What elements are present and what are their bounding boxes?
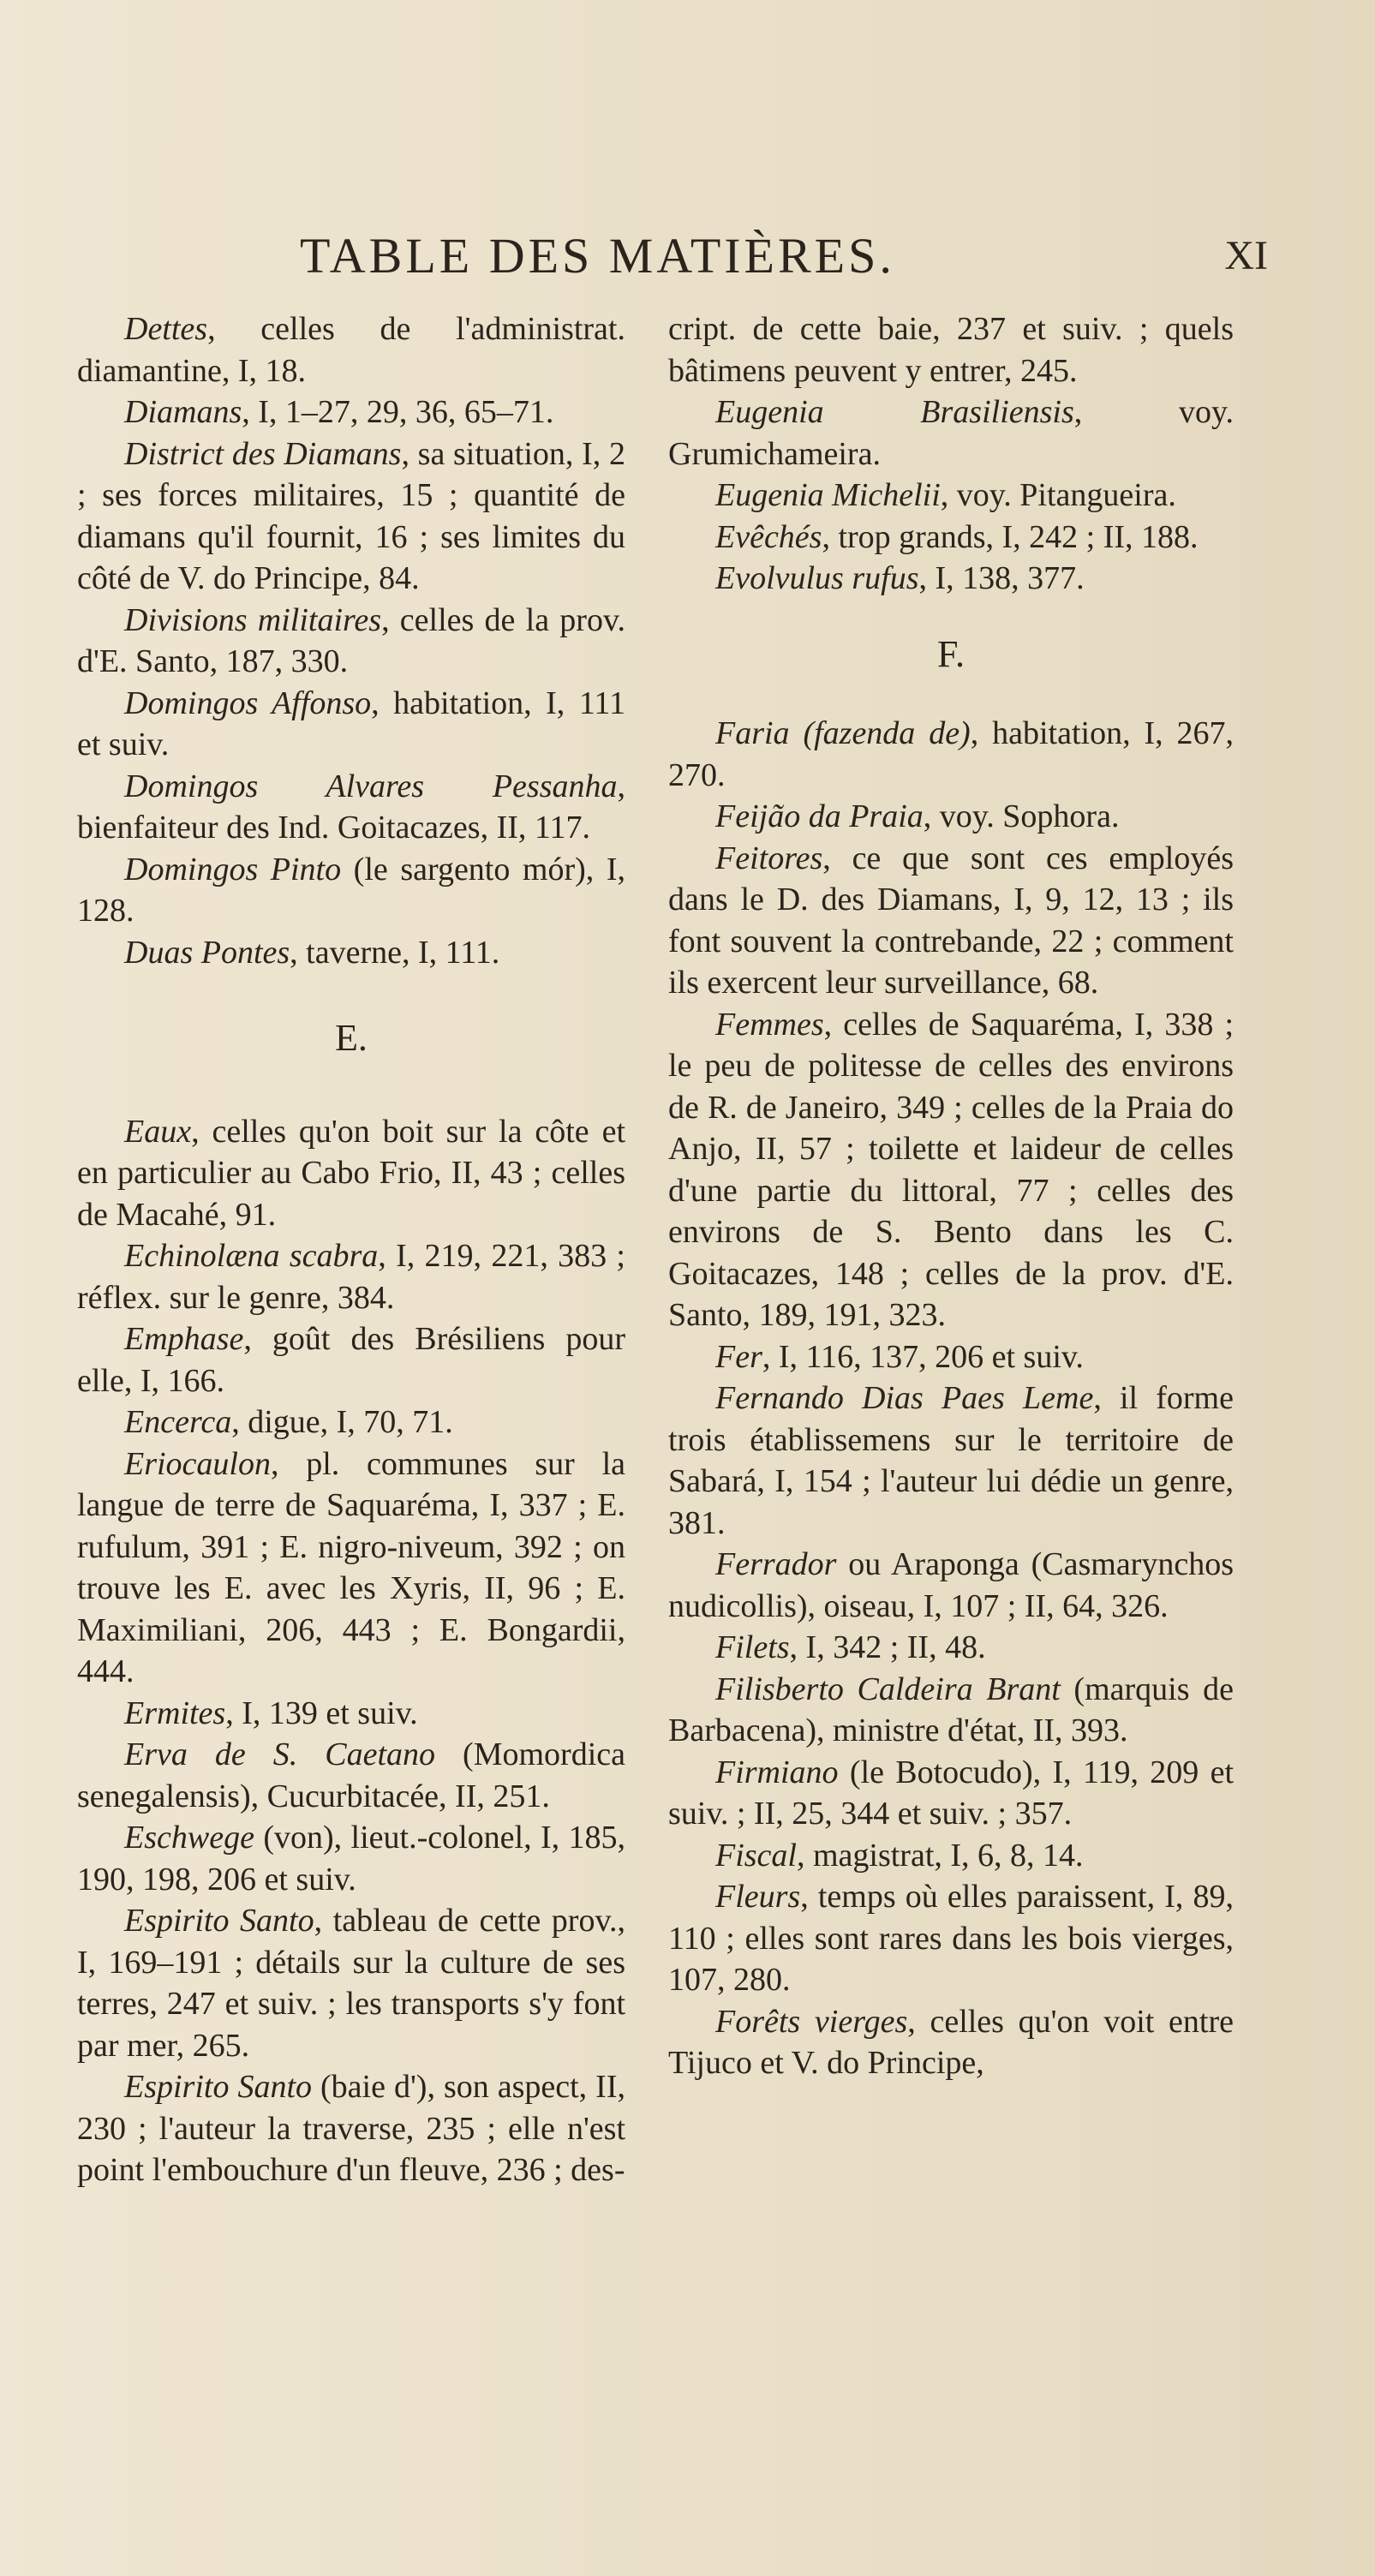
entry-term: Espirito Santo [124, 2069, 313, 2105]
entry-term: Fiscal [715, 1837, 797, 1874]
entry-text: (Momordica senegalensis), Cucurbitacée, II, 251. [77, 1736, 625, 1814]
entry-term: Domingos Affonso [124, 684, 372, 721]
index-entry [77, 1111, 625, 1236]
entry-text: (marquis de Barbacena), ministre d'état, II, 393. [668, 1671, 1234, 1748]
entry-term: Eschwege [124, 1820, 254, 1856]
index-entry [77, 1734, 625, 1817]
entry-text: , celles de Saquaréma, I, 338 ; le peu de politesse de celles des environs de R. de Janeiro, 349 ; celles de la Praia do Anjo, II, 57 ; toilette et laideur de celles d'une partie du littoral, 77 ; celles des environs de S. Bento dans les C. Goitacazes, 148 ; celles de la prov. d'E. Santo, 189, 191, 323. [668, 1006, 1234, 1333]
entry-term: Encerca [124, 1404, 232, 1440]
entry-text: , I, 139 et suiv. [225, 1694, 418, 1731]
index-entry [668, 391, 1234, 475]
entry-text: , digue, I, 70, 71. [231, 1404, 453, 1440]
index-entry [668, 1544, 1234, 1627]
index-entry [668, 838, 1234, 1004]
entry-text: , ce que sont ces employés dans le D. des Diamans, I, 9, 12, 13 ; ils font souvent la contrebande, 22 ; comment ils exercent leur surveillance, 68. [668, 840, 1234, 1001]
entry-term: Fer [715, 1338, 762, 1375]
entry-term: Espirito Santo [124, 1903, 314, 1939]
entry-text: (le Botocudo), I, 119, 209 et suiv. ; II, 25, 344 et suiv. ; 357. [668, 1754, 1234, 1832]
entry-text: , celles qu'on voit entre Tijuco et V. do Principe, [668, 2003, 1234, 2081]
entry-term: Fleurs [715, 1879, 801, 1915]
entry-term: Feitores [715, 840, 823, 876]
entry-term: Domingos Pinto [124, 851, 342, 888]
entry-text: , celles de l'administrat. diamantine, I, 18. [77, 311, 625, 389]
entry-text: , I, 342 ; II, 48. [789, 1629, 986, 1665]
index-entry [668, 1627, 1234, 1669]
entry-text: , I, 1–27, 29, 36, 65–71. [242, 394, 554, 430]
section-letter-e: E. [335, 1017, 368, 1059]
entry-term: Fernando Dias Paes Leme [715, 1380, 1094, 1416]
entry-text: , I, 138, 377. [918, 560, 1085, 596]
entry-term: Ferrador [715, 1546, 837, 1582]
index-entry [668, 1004, 1234, 1336]
entry-text: , bienfaiteur des Ind. Goitacazes, II, 117. [77, 768, 625, 846]
entry-term: Erva de S. Caetano [124, 1736, 436, 1772]
index-entry [668, 1669, 1234, 1752]
right-column [668, 308, 1234, 2084]
entry-text: , voy. Pitangueira. [940, 477, 1176, 513]
entry-text: , goût des Brésiliens pour elle, I, 166. [77, 1321, 625, 1399]
index-entry [77, 600, 625, 683]
index-entry [77, 1900, 625, 2066]
index-entry [668, 1378, 1234, 1544]
entry-term: Firmiano [715, 1754, 839, 1790]
entry-text: , pl. communes sur la langue de terre de Saquaréma, I, 337 ; E. rufulum, 391 ; E. nigro-niveum, 392 ; on trouve les E. avec les Xyris, II, 96 ; E. Maximiliani, 206, 443 ; E. Bongardii, 444. [77, 1445, 625, 1689]
entry-term: Eugenia Brasiliensis [715, 394, 1074, 430]
index-entry [77, 1817, 625, 1900]
entry-term: Filisberto Caldeira Brant [715, 1671, 1061, 1707]
entry-text: , habitation, I, 111 et suiv. [77, 684, 625, 762]
index-entry [77, 849, 625, 932]
entry-text: , celles de la prov. d'E. Santo, 187, 330. [77, 601, 625, 679]
entry-term: Evolvulus rufus [715, 560, 919, 596]
entry-term: Feijão da Praia [715, 798, 924, 834]
entry-term: Evêchés [715, 518, 822, 555]
entry-text: , tableau de cette prov., I, 169–191 ; détails sur la culture de ses terres, 247 et suiv. ; les transports s'y font par mer, 265. [77, 1903, 625, 2064]
entries-d [77, 308, 625, 973]
entry-term: Forêts vierges [715, 2003, 908, 2040]
entry-term: Diamans [124, 394, 242, 430]
index-entry [77, 932, 625, 974]
index-entry [77, 2066, 625, 2191]
entry-text: , I, 116, 137, 206 et suiv. [762, 1338, 1084, 1375]
entry-text: , temps où elles paraissent, I, 89, 110 ; elles sont rares dans les bois vierges, 107, 280. [668, 1879, 1234, 1998]
section-letter-f: F. [937, 632, 965, 675]
index-entry [77, 433, 625, 600]
index-entry [77, 1318, 625, 1402]
entry-term: Eugenia Michelii [715, 477, 941, 513]
left-column [77, 308, 625, 2191]
page-header [300, 227, 1268, 296]
index-entry [668, 558, 1234, 600]
entries-e-cont [668, 391, 1234, 600]
index-entry [77, 1693, 625, 1735]
entry-text: (baie d'), son aspect, II, 230 ; l'auteur la traverse, 235 ; elle n'est point l'embouchure d'un fleuve, 236 ; des- [77, 2069, 625, 2188]
entry-text: , voy. Grumichameira. [668, 394, 1234, 472]
entry-text: , sa situation, I, 2 ; ses forces militaires, 15 ; quantité de diamans qu'il fournit, 16 ; ses limites du côté de V. do Principe, 84. [77, 435, 625, 596]
entry-term: Eaux [124, 1113, 192, 1150]
entry-text: , magistrat, I, 6, 8, 14. [796, 1837, 1084, 1874]
entry-text: , trop grands, I, 242 ; II, 188. [822, 518, 1199, 555]
index-entry [668, 713, 1234, 796]
entries-e [77, 1111, 625, 2191]
entry-term: Domingos Alvares Pessanha [124, 768, 618, 804]
entry-text: , voy. Sophora. [923, 798, 1120, 834]
entry-term: District des Diamans [124, 435, 402, 472]
entry-text: , taverne, I, 111. [290, 934, 500, 971]
entry-text: , il forme trois établissemens sur le territoire de Sabará, I, 154 ; l'auteur lui dédie un genre, 381. [668, 1380, 1234, 1541]
entry-text: , I, 219, 221, 383 ; réflex. sur le genre, 384. [77, 1238, 625, 1316]
entry-text: , celles qu'on boit sur la côte et en particulier au Cabo Frio, II, 43 ; celles de Macahé, 91. [77, 1113, 625, 1233]
entry-term: Femmes [715, 1006, 824, 1043]
index-entry [668, 475, 1234, 517]
entry-term: Dettes [124, 311, 208, 347]
index-entry [668, 1336, 1234, 1378]
index-entry [77, 1443, 625, 1693]
index-entry [77, 766, 625, 849]
index-entry [668, 796, 1234, 838]
entry-term: Divisions militaires [124, 601, 382, 638]
index-entry [77, 1402, 625, 1443]
page-title: TABLE DES MATIÈRES. [300, 228, 895, 284]
index-entry [668, 1835, 1234, 1877]
index-entry [668, 2001, 1234, 2084]
index-entry [77, 391, 625, 433]
entries-f [668, 713, 1234, 2084]
entry-term: Echinolæna scabra [124, 1238, 379, 1274]
index-entry [668, 1876, 1234, 2001]
entry-term: Emphase [124, 1321, 244, 1357]
index-entry [77, 683, 625, 766]
index-entry [668, 517, 1234, 559]
entry-term: Eriocaulon [124, 1445, 271, 1482]
entry-term: Filets [715, 1629, 790, 1665]
index-entry [77, 1235, 625, 1318]
entry-text: ou Araponga (Casmarynchos nudicollis), oiseau, I, 107 ; II, 64, 326. [668, 1546, 1234, 1624]
continuation-text: cript. de cette baie, 237 et suiv. ; quels bâtimens peuvent y entrer, 245. [668, 311, 1234, 389]
entry-term: Faria (fazenda de) [715, 715, 971, 751]
index-entry [77, 308, 625, 391]
index-entry [668, 1752, 1234, 1835]
entry-term: Ermites [124, 1694, 226, 1731]
page-number: XI [1224, 233, 1268, 278]
entry-text: , habitation, I, 267, 270. [668, 715, 1234, 793]
entry-term: Duas Pontes [124, 934, 290, 971]
entry-text: (von), lieut.-colonel, I, 185, 190, 198, 206 et suiv. [77, 1820, 625, 1898]
entry-text: (le sargento mór), I, 128. [77, 851, 625, 929]
